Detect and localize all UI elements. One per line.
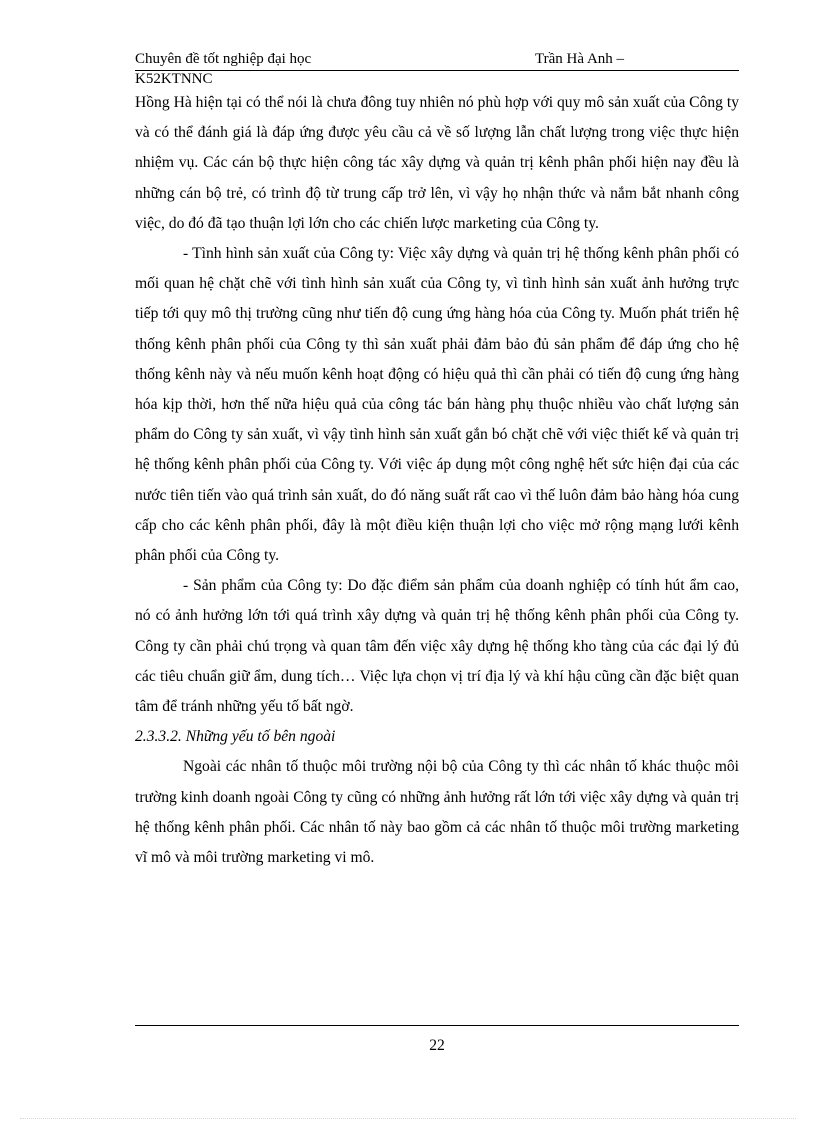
page-header: [135, 50, 739, 68]
document-body: [135, 88, 739, 873]
header-divider: [135, 70, 739, 71]
header-class-code: K52KTNNC: [135, 71, 213, 87]
body-paragraph: Ngoài các nhân tố thuộc môi trường nội bộ của Công ty thì các nhân tố khác thuộc môi trường kinh doanh ngoài Công ty cũng có những ảnh hưởng rất lớn tới việc xây dựng và quản trị hệ thống kênh phân phối. Các nhân tố này bao gồm cả các nhân tố thuộc môi trường marketing vĩ mô và môi trường marketing vi mô.: [135, 758, 739, 867]
body-paragraph: - Sản phẩm của Công ty: Do đặc điểm sản phẩm của doanh nghiệp có tính hút ẩm cao, nó có ảnh hưởng lớn tới quá trình xây dựng và quản trị hệ thống kênh phân phối của Công ty. Công ty cần phải chú trọng và quan tâm đến việc xây dựng hệ thống kho tàng của các đại lý đủ các tiêu chuẩn giữ ẩm, dung tích… Việc lựa chọn vị trí địa lý và khí hậu cũng cần đặc biệt quan tâm để tránh những yếu tố bất ngờ.: [135, 577, 739, 716]
body-paragraph: - Tình hình sản xuất của Công ty: Việc xây dựng và quản trị hệ thống kênh phân phối có mối quan hệ chặt chẽ với tình hình sản xuất của Công ty, vì tình hình sản xuất ảnh hưởng trực tiếp tới quy mô thị trường cũng như tiến độ cung ứng hàng hóa của Công ty. Muốn phát triển hệ thống kênh phân phối của Công ty thì sản xuất phải đảm bảo đủ sản phẩm để đáp ứng cho hệ thống kênh này và nếu muốn kênh hoạt động có hiệu quả thì cần phải có tiến độ cung ứng hàng hóa kịp thời, hơn thế nữa hiệu quả của công tác bán hàng phụ thuộc nhiều vào chất lượng sản phẩm do Công ty sản xuất, vì vậy tình hình sản xuất gắn bó chặt chẽ với việc thiết kế và quản trị hệ thống kênh phân phối của Công ty. Với việc áp dụng một công nghệ hết sức hiện đại của các nước tiên tiến vào quá trình sản xuất, do đó năng suất rất cao vì thế luôn đảm bảo hàng hóa cung cấp cho các kênh phân phối, đây là một điều kiện thuận lợi cho việc mở rộng mạng lưới kênh phân phối của Công ty.: [135, 245, 739, 565]
page-edge-divider: [20, 1118, 796, 1119]
header-author: Trần Hà Anh –: [535, 51, 625, 67]
body-paragraph: Hồng Hà hiện tại có thể nói là chưa đông tuy nhiên nó phù hợp với quy mô sản xuất của Công ty và có thể đánh giá là đáp ứng được yêu cầu cả về số lượng lẫn chất lượng trong việc thực hiện nhiệm vụ. Các cán bộ thực hiện công tác xây dựng và quản trị kênh phân phối hiện nay đều là những cán bộ trẻ, có trình độ từ trung cấp trở lên, vì vậy họ nhận thức và nắm bắt nhanh công việc, do đó đã tạo thuận lợi lớn cho các chiến lược marketing của Công ty.: [135, 94, 739, 232]
header-thesis-title: Chuyên đề tốt nghiệp đại học: [135, 51, 312, 67]
page-number: 22: [429, 1037, 445, 1054]
footer-divider: [135, 1025, 739, 1026]
section-subheading: 2.3.3.2. Những yếu tố bên ngoài: [135, 728, 336, 746]
